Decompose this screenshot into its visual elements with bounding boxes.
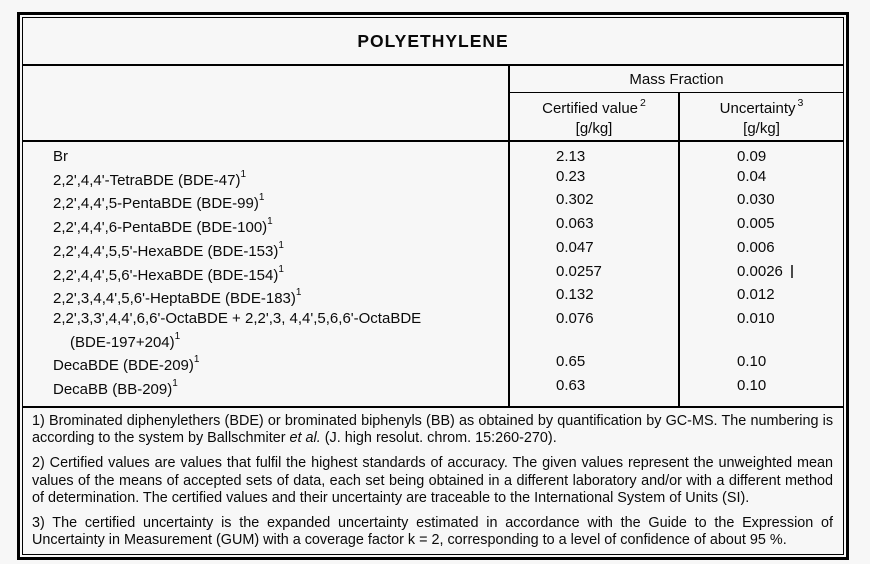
substance-name: Br: [53, 148, 68, 165]
substance-name-cell: [23, 352, 509, 376]
footnote-ref-2: 2: [640, 97, 646, 109]
substance-name-cell: [23, 285, 509, 309]
substance-name-continued: [53, 329, 508, 353]
substance-name-cell: [23, 262, 509, 286]
certified-value-cell: 0.0257: [509, 262, 679, 286]
certified-value-cell: 2.13: [509, 141, 679, 167]
substance-name: 2,2',4,4',5,5'-HexaBDE (BDE-153): [53, 242, 279, 260]
uncertainty-cell: 0.010: [737, 309, 775, 327]
uncertainty-cell: 0.030: [737, 191, 775, 209]
substance-name-cell: [23, 167, 509, 191]
substance-name-cell: [23, 190, 509, 214]
uncertainty-header: [679, 93, 843, 142]
table-row: [23, 309, 843, 352]
uncertainty-cell: 0.005: [737, 215, 775, 233]
table-row: [23, 141, 843, 167]
substance-name: 2,2',3,3',4,4',6,6'-OctaBDE + 2,2',3, 4,4',5,6,6'-OctaBDE: [53, 309, 422, 327]
certificate-sheet: [17, 12, 849, 560]
table-row: [23, 285, 843, 309]
footnote-ref-1: 1: [258, 192, 265, 204]
footnote-ref-1: 1: [278, 263, 284, 275]
substance-name: DecaBB (BB-209): [53, 381, 173, 399]
uncertainty-cell: 0.006: [737, 238, 775, 256]
substance-name: 2,2',4,4',6-PentaBDE (BDE-100): [53, 219, 268, 237]
substance-name-cell: [23, 238, 509, 262]
footnote-ref-1: 1: [278, 239, 284, 251]
page-title: POLYETHYLENE: [23, 18, 843, 65]
uncertainty-cell: 0.10: [737, 353, 767, 371]
uncertainty-label: Uncertainty: [719, 100, 796, 117]
certified-value-cell: 0.047: [509, 238, 679, 262]
table-row: [23, 190, 843, 214]
footnote-3: 3) The certified uncertainty is the expanded uncertainty estimated in accordance with the Guide to the Expression of Uncertainty in Measurement (GUM) with a coverage factor k = 2, corresponding to a level of confidence of about 95 %.: [32, 514, 834, 549]
footnote-2: 2) Certified values are values that fulfil the highest standards of accuracy. The given values represent the unweighted mean values of the means of accepted sets of data, each set being obtained in a different laboratory and/or with a different method of determination. The certified values and their uncertainty are traceable to the International System of Units (SI).: [32, 454, 834, 507]
substance-name-cell: [23, 376, 509, 407]
table-row: [23, 376, 843, 407]
table-row: [23, 352, 843, 376]
table-row: [23, 262, 843, 286]
substance-name-cell: [23, 141, 509, 167]
certified-value-cell: 0.23: [509, 167, 679, 191]
footnote-ref-1: 1: [172, 378, 178, 390]
substance-name-cell: [23, 309, 509, 352]
substance-name-line2: (BDE-197+204): [70, 333, 175, 351]
footnote-ref-1: 1: [295, 287, 302, 299]
footnotes-row: [23, 407, 843, 554]
uncertainty-value: 0.0026: [737, 262, 783, 280]
title-row: [23, 18, 843, 65]
footnote-1-etal: et al.: [289, 430, 321, 447]
substance-name: 2,2',4,4'-TetraBDE (BDE-47): [53, 171, 241, 189]
substance-name: 2,2',4,4',5,6'-HexaBDE (BDE-154): [53, 266, 279, 284]
footnote-ref-1: 1: [174, 330, 181, 342]
footnote-ref-1: 1: [240, 168, 247, 180]
footnotes-section: [23, 407, 843, 554]
uncertainty-cell: [679, 262, 843, 286]
footnote-1-text: 1) Brominated diphenylethers (BDE) or brominated biphenyls (BB) as obtained by quantification by GC-MS. The numbering is according to the system by Ballschmiter: [32, 412, 834, 447]
table-row: [23, 214, 843, 238]
uncertainty-unit: [g/kg]: [743, 120, 780, 137]
uncertainty-cell: 0.012: [737, 286, 775, 304]
table-row: [23, 238, 843, 262]
group-header-row: [23, 65, 843, 93]
certified-value-label: Certified value: [542, 100, 639, 117]
certified-value-cell: 0.132: [509, 285, 679, 309]
substance-name: 2,2',4,4',5-PentaBDE (BDE-99): [53, 195, 259, 213]
footnote-ref-1: 1: [267, 216, 273, 228]
substance-name: DecaBDE (BDE-209): [53, 357, 194, 375]
stray-cursor-mark: [791, 265, 793, 278]
certified-value-cell: 0.302: [509, 190, 679, 214]
certified-value-cell: 0.65: [509, 352, 679, 376]
footnote-1: [32, 413, 833, 448]
uncertainty-cell: 0.04: [737, 167, 767, 185]
footnote-1-citation: (J. high resolut. chrom. 15:260-270).: [320, 430, 557, 447]
certified-value-header: [509, 93, 679, 142]
certified-value-cell: 0.063: [509, 214, 679, 238]
uncertainty-cell: 0.09: [737, 148, 767, 165]
substance-name: 2,2',3,4,4',5,6'-HeptaBDE (BDE-183): [53, 290, 296, 308]
certified-value-cell: 0.076: [509, 309, 679, 352]
footnote-ref-3: 3: [797, 97, 804, 109]
table-row: [23, 167, 843, 191]
mass-fraction-header: Mass Fraction: [509, 65, 843, 93]
certificate-table-frame: [22, 17, 844, 555]
substance-name-cell: [23, 214, 509, 238]
certified-value-cell: 0.63: [509, 376, 679, 407]
footnote-ref-1: 1: [193, 354, 200, 366]
empty-header-cell: [23, 65, 509, 141]
uncertainty-cell: 0.10: [679, 376, 843, 407]
certificate-table: [23, 18, 843, 554]
certified-value-unit: [g/kg]: [575, 120, 613, 137]
